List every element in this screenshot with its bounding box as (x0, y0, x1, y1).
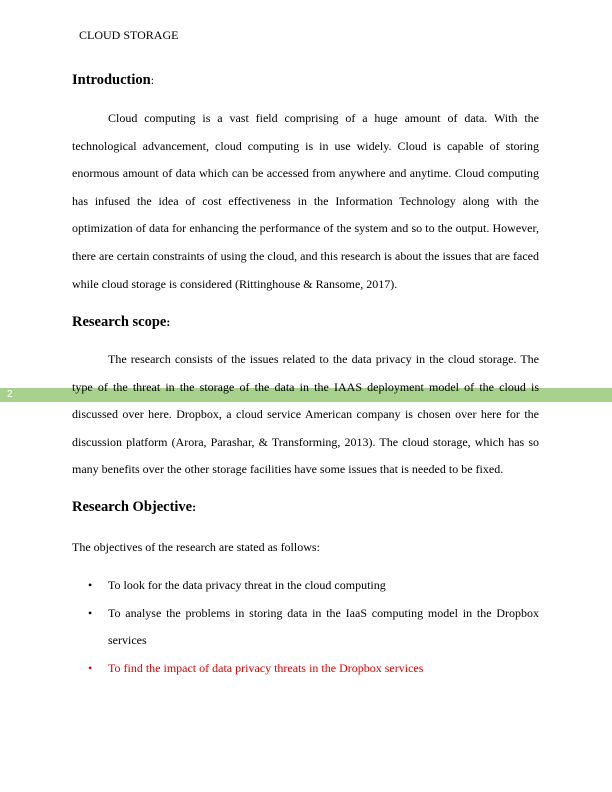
list-item (72, 655, 539, 683)
objectives-list (72, 572, 539, 682)
bullet-icon: • (88, 660, 93, 675)
research-scope-paragraph: The research consists of the issues related to the data privacy in the cloud storage. The type of the threat in the storage of the data in the IAAS deployment model of the cloud is discussed over here. Dropbox, a cloud service American company is chosen over here for the discussion platform (Arora, Parashar, & Transforming, 2013). The cloud storage, which has so many benefits over the other storage facilities have some issues that is needed to be fixed. (72, 352, 539, 477)
objective-text: To look for the data privacy threat in the cloud computing (108, 578, 386, 592)
research-objective-heading-colon: : (192, 500, 197, 514)
research-scope-heading-text: Research scope (72, 314, 167, 330)
bullet-icon: • (88, 605, 93, 620)
research-scope-heading (72, 314, 170, 331)
list-item (72, 600, 539, 655)
page-number: 2 (7, 389, 13, 400)
research-objective-heading (72, 499, 196, 516)
bullet-icon: • (88, 578, 93, 592)
introduction-paragraph: Cloud computing is a vast field comprising of a huge amount of data. With the technological advancement, cloud computing is in use widely. Cloud is capable of storing enormous amount of data which can be accessed from anywhere and anytime. Cloud computing has infused the idea of cost effectiveness in the Information Technology along with the optimization of data for enhancing the performance of the system and so to the output. However, there are certain constraints of using the cloud, and this research is about the issues that are faced while cloud storage is considered (Rittinghouse & Ransome, 2017). (72, 111, 539, 291)
objectives-intro: The objectives of the research are stated as follows: (72, 540, 320, 554)
objective-text: To analyse the problems in storing data in the IaaS computing model in the Dropbox services (108, 605, 539, 648)
running-head: CLOUD STORAGE (79, 28, 179, 42)
introduction-heading (72, 72, 154, 89)
list-item (72, 572, 539, 600)
research-objective-heading-text: Research Objective (72, 499, 193, 515)
introduction-heading-text: Introduction (72, 72, 151, 88)
objective-text: To find the impact of data privacy threats in the Dropbox services (108, 660, 424, 675)
introduction-heading-colon: : (150, 73, 155, 87)
research-scope-heading-colon: : (166, 315, 171, 329)
